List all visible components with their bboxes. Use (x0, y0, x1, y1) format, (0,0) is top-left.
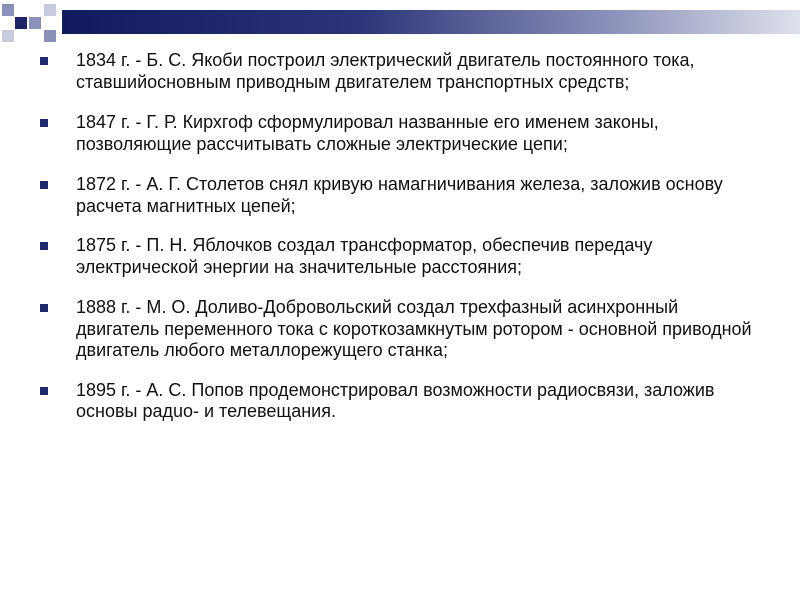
list-item-text: 1847 г. - Г. Р. Кирхгоф сформулировал названные его именем законы, позволяющие рассчитывать сложные электрические цепи; (76, 112, 659, 154)
list-item-text: 1834 г. - Б. С. Якоби построил электрический двигатель постоянного тока, ставшийосновным приводным двигателем транспортных средств; (76, 50, 695, 92)
list-item (40, 297, 760, 362)
square-bullet-icon (40, 242, 48, 250)
decor-square (2, 4, 14, 16)
decor-square (44, 4, 56, 16)
decor-square (15, 17, 27, 29)
header-gradient-bar (62, 10, 800, 34)
square-bullet-icon (40, 387, 48, 395)
square-bullet-icon (40, 181, 48, 189)
list-item (40, 235, 760, 278)
list-item-text: 1895 г. - А. С. Попов продемонстрировал возможности радиосвязи, заложив основы радuо- и телевещания. (76, 379, 715, 421)
square-bullet-icon (40, 304, 48, 312)
list-item (40, 50, 760, 93)
bullet-list (40, 50, 760, 441)
list-item (40, 112, 760, 155)
decor-square (2, 30, 14, 42)
list-item-text: 1888 г. - М. О. Доливо-Добровольский создал трехфазный асинхронный двигатель переменного тока с короткозамкнутым ротором - основной приводной двигатель любого металлорежущего станка; (76, 297, 752, 360)
list-item-text: 1872 г. - А. Г. Столетов снял кривую намагничивания железа, заложив основу расчета магнитных цепей; (76, 174, 723, 216)
square-bullet-icon (40, 119, 48, 127)
decor-square (29, 17, 41, 29)
decor-square (44, 30, 56, 42)
list-item (40, 174, 760, 217)
square-bullet-icon (40, 57, 48, 65)
list-item (40, 380, 760, 423)
list-item-text: 1875 г. - П. Н. Яблочков создал трансформатор, обеспечив передачу электрической энергии на значительные расстояния; (76, 235, 653, 277)
